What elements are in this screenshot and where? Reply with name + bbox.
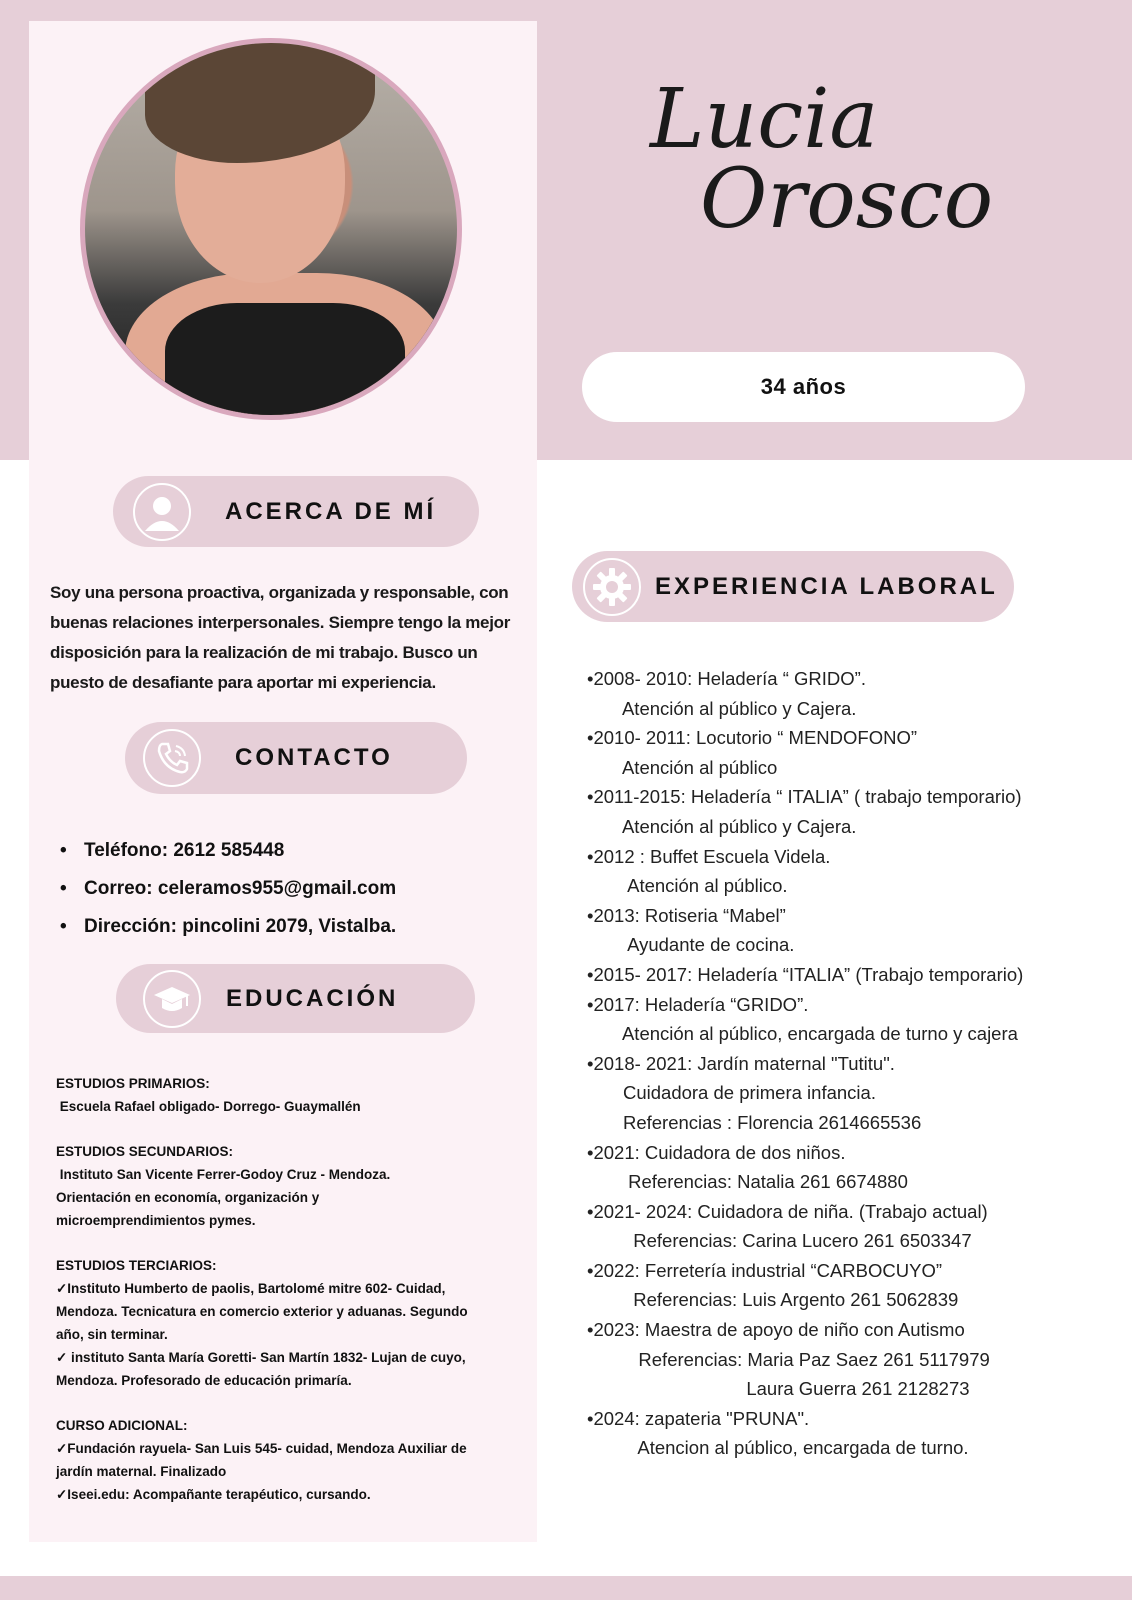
- education-line: Mendoza. Tecnicatura en comercio exterior y aduanas. Segundo: [56, 1304, 468, 1319]
- education-primary: [56, 1072, 526, 1118]
- experience-line: Referencias: Natalia 261 6674880: [587, 1171, 908, 1193]
- experience-line: •2012 : Buffet Escuela Videla.: [587, 845, 831, 867]
- age-label: 34 años: [760, 374, 847, 399]
- experience-line: •2011-2015: Heladería “ ITALIA” ( trabajo temporario): [587, 786, 1022, 808]
- contact-list: [58, 832, 528, 946]
- graduation-cap-icon: [143, 970, 201, 1028]
- gear-icon: [583, 558, 641, 616]
- education-line: jardín maternal. Finalizado: [56, 1464, 227, 1479]
- experience-line: Cuidadora de primera infancia.: [587, 1082, 876, 1104]
- education-line: año, sin terminar.: [56, 1327, 168, 1342]
- education-heading: CURSO ADICIONAL:: [56, 1418, 188, 1433]
- experience-line: Atención al público y Cajera.: [587, 697, 857, 719]
- education-line: microemprendimientos pymes.: [56, 1213, 256, 1228]
- experience-line: Atención al público y Cajera.: [587, 815, 857, 837]
- experience-line: Ayudante de cocina.: [587, 934, 795, 956]
- experience-line: •2015- 2017: Heladería “ITALIA” (Trabajo temporario): [587, 963, 1024, 985]
- education-title: EDUCACIÓN: [226, 984, 399, 1012]
- experience-line: Referencias: Carina Lucero 261 6503347: [587, 1230, 972, 1252]
- contact-address: • Dirección: pincolini 2079, Vistalba.: [58, 908, 528, 946]
- experience-line: •2022: Ferretería industrial “CARBOCUYO”: [587, 1259, 943, 1281]
- experience-line: •2018- 2021: Jardín maternal "Tutitu".: [587, 1052, 895, 1074]
- education-tertiary: [56, 1254, 526, 1392]
- education-line: Instituto San Vicente Ferrer-Godoy Cruz - Mendoza.: [56, 1167, 391, 1182]
- experience-line: •2010- 2011: Locutorio “ MENDOFONO”: [587, 727, 918, 749]
- contact-title: CONTACTO: [235, 744, 393, 771]
- experience-line: •2024: zapateria "PRUNA".: [587, 1407, 810, 1429]
- experience-line: Referencias: Maria Paz Saez 261 5117979: [587, 1348, 990, 1370]
- education-heading: ESTUDIOS TERCIARIOS:: [56, 1258, 217, 1273]
- education-line: Mendoza. Profesorado de educación primaría.: [56, 1373, 352, 1388]
- education-line: ✓Fundación rayuela- San Luis 545- cuidad, Mendoza Auxiliar de: [56, 1441, 467, 1456]
- last-name: Orosco: [700, 152, 994, 247]
- user-icon: [133, 483, 191, 541]
- experience-line: •2017: Heladería “GRIDO”.: [587, 993, 809, 1015]
- experience-line: •2013: Rotiseria “Mabel”: [587, 904, 786, 926]
- experience-list: [587, 664, 1127, 1463]
- about-title: ACERCA DE MÍ: [225, 497, 437, 525]
- education-courses: [56, 1414, 526, 1506]
- contact-phone: • Teléfono: 2612 585448: [58, 832, 528, 870]
- experience-line: Referencias: Luis Argento 261 5062839: [587, 1289, 959, 1311]
- contact-header: [125, 722, 467, 794]
- experience-line: Laura Guerra 261 2128273: [587, 1378, 970, 1400]
- experience-line: Atención al público, encargada de turno y cajera: [587, 1023, 1018, 1045]
- profile-photo: [80, 38, 462, 420]
- experience-line: Atención al público: [587, 756, 778, 778]
- experience-line: •2023: Maestra de apoyo de niño con Autismo: [587, 1319, 965, 1341]
- education-line: Orientación en economía, organización y: [56, 1190, 320, 1205]
- age-badge: [582, 352, 1025, 422]
- footer-band: [0, 1576, 1132, 1600]
- education-heading: ESTUDIOS PRIMARIOS:: [56, 1076, 210, 1091]
- about-header: [113, 476, 479, 547]
- experience-line: •2021: Cuidadora de dos niños.: [587, 1141, 846, 1163]
- experience-line: Atencion al público, encargada de turno.: [587, 1437, 969, 1459]
- education-list: [56, 1072, 526, 1528]
- education-line: ✓Instituto Humberto de paolis, Bartolomé mitre 602- Cuidad,: [56, 1281, 446, 1296]
- education-line: ✓Iseei.edu: Acompañante terapéutico, cursando.: [56, 1487, 371, 1502]
- about-text: Soy una persona proactiva, organizada y responsable, con buenas relaciones interpersonales. Siempre tengo la mejor disposición para la realización de mi trabajo. Busco un puesto de desafiante para aportar mi experiencia.: [50, 583, 511, 692]
- experience-line: •2021- 2024: Cuidadora de niña. (Trabajo actual): [587, 1200, 988, 1222]
- experience-line: Atención al público.: [587, 875, 788, 897]
- education-line: ✓ instituto Santa María Goretti- San Martín 1832- Lujan de cuyo,: [56, 1350, 466, 1365]
- contact-email: • Correo: celeramos955@gmail.com: [58, 870, 528, 908]
- experience-header: [572, 551, 1014, 622]
- education-secondary: [56, 1140, 526, 1232]
- education-line: Escuela Rafael obligado- Dorrego- Guaymallén: [56, 1099, 361, 1114]
- first-name: Lucia: [650, 72, 879, 167]
- experience-line: •2008- 2010: Heladería “ GRIDO”.: [587, 668, 866, 689]
- experience-title: EXPERIENCIA LABORAL: [655, 572, 998, 600]
- phone-icon: [143, 729, 201, 787]
- name-title: [640, 72, 994, 247]
- experience-line: Referencias : Florencia 2614665536: [587, 1111, 922, 1133]
- education-header: [116, 964, 475, 1033]
- education-heading: ESTUDIOS SECUNDARIOS:: [56, 1144, 234, 1159]
